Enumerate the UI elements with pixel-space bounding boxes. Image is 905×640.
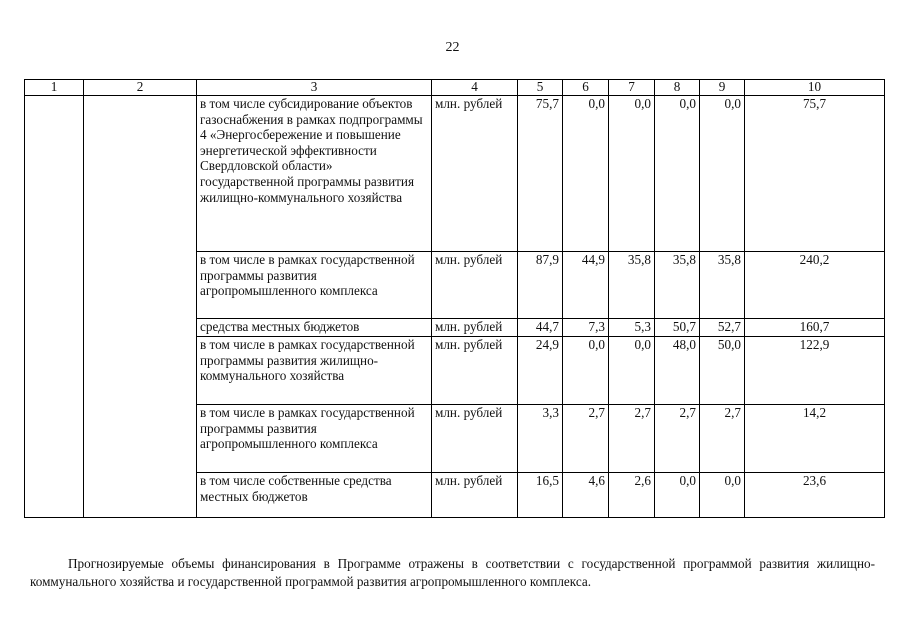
value-cell: 2,7: [609, 405, 655, 473]
total-cell: 23,6: [745, 473, 885, 518]
column-header: 2: [84, 80, 197, 96]
value-cell: 35,8: [609, 252, 655, 319]
row-unit: млн. рублей: [432, 337, 518, 405]
value-cell: 44,9: [563, 252, 609, 319]
total-cell: 122,9: [745, 337, 885, 405]
footer-paragraph: Прогнозируемые объемы финансирования в Программе отражены в соответствии с государственной программой развития жилищно-коммунального хозяйства и государственной программой развития агропромышленного комплекса.: [30, 556, 875, 590]
value-cell: 2,7: [563, 405, 609, 473]
value-cell: 0,0: [563, 337, 609, 405]
table-row: [25, 96, 885, 252]
value-cell: 44,7: [518, 319, 563, 337]
row-description: в том числе в рамках государственной программы развития агропромышленного комплекса: [197, 405, 432, 473]
empty-cell-col2: [84, 96, 197, 518]
value-cell: 24,9: [518, 337, 563, 405]
column-header: 5: [518, 80, 563, 96]
value-cell: 4,6: [563, 473, 609, 518]
value-cell: 75,7: [518, 96, 563, 252]
value-cell: 0,0: [609, 337, 655, 405]
value-cell: 7,3: [563, 319, 609, 337]
total-cell: 160,7: [745, 319, 885, 337]
row-unit: млн. рублей: [432, 405, 518, 473]
value-cell: 35,8: [700, 252, 745, 319]
value-cell: 0,0: [609, 96, 655, 252]
column-header: 1: [25, 80, 84, 96]
value-cell: 48,0: [655, 337, 700, 405]
column-header: 10: [745, 80, 885, 96]
value-cell: 0,0: [563, 96, 609, 252]
row-unit: млн. рублей: [432, 473, 518, 518]
value-cell: 35,8: [655, 252, 700, 319]
row-description: в том числе субсидирование объектов газоснабжения в рамках подпрограммы 4 «Энергосбережение и повышение энергетической эффективности Свердловской области» государственной программы развития жилищно-коммунального хозяйства: [197, 96, 432, 252]
value-cell: 2,7: [655, 405, 700, 473]
value-cell: 0,0: [655, 96, 700, 252]
value-cell: 5,3: [609, 319, 655, 337]
value-cell: 2,6: [609, 473, 655, 518]
row-description: в том числе в рамках государственной программы развития агропромышленного комплекса: [197, 252, 432, 319]
total-cell: 240,2: [745, 252, 885, 319]
value-cell: 50,7: [655, 319, 700, 337]
column-header: 8: [655, 80, 700, 96]
value-cell: 52,7: [700, 319, 745, 337]
row-unit: млн. рублей: [432, 319, 518, 337]
table-header-row: [25, 80, 885, 96]
total-cell: 75,7: [745, 96, 885, 252]
column-header: 7: [609, 80, 655, 96]
value-cell: 16,5: [518, 473, 563, 518]
financing-table: [24, 79, 885, 518]
column-header: 6: [563, 80, 609, 96]
value-cell: 50,0: [700, 337, 745, 405]
row-description: средства местных бюджетов: [197, 319, 432, 337]
row-description: в том числе в рамках государственной программы развития жилищно-коммунального хозяйства: [197, 337, 432, 405]
page-number: 22: [445, 40, 460, 55]
value-cell: 0,0: [700, 473, 745, 518]
row-unit: млн. рублей: [432, 252, 518, 319]
value-cell: 0,0: [700, 96, 745, 252]
column-header: 4: [432, 80, 518, 96]
total-cell: 14,2: [745, 405, 885, 473]
value-cell: 3,3: [518, 405, 563, 473]
column-header: 3: [197, 80, 432, 96]
empty-cell-col1: [25, 96, 84, 518]
row-unit: млн. рублей: [432, 96, 518, 252]
column-header: 9: [700, 80, 745, 96]
value-cell: 2,7: [700, 405, 745, 473]
value-cell: 0,0: [655, 473, 700, 518]
row-description: в том числе собственные средства местных бюджетов: [197, 473, 432, 518]
value-cell: 87,9: [518, 252, 563, 319]
